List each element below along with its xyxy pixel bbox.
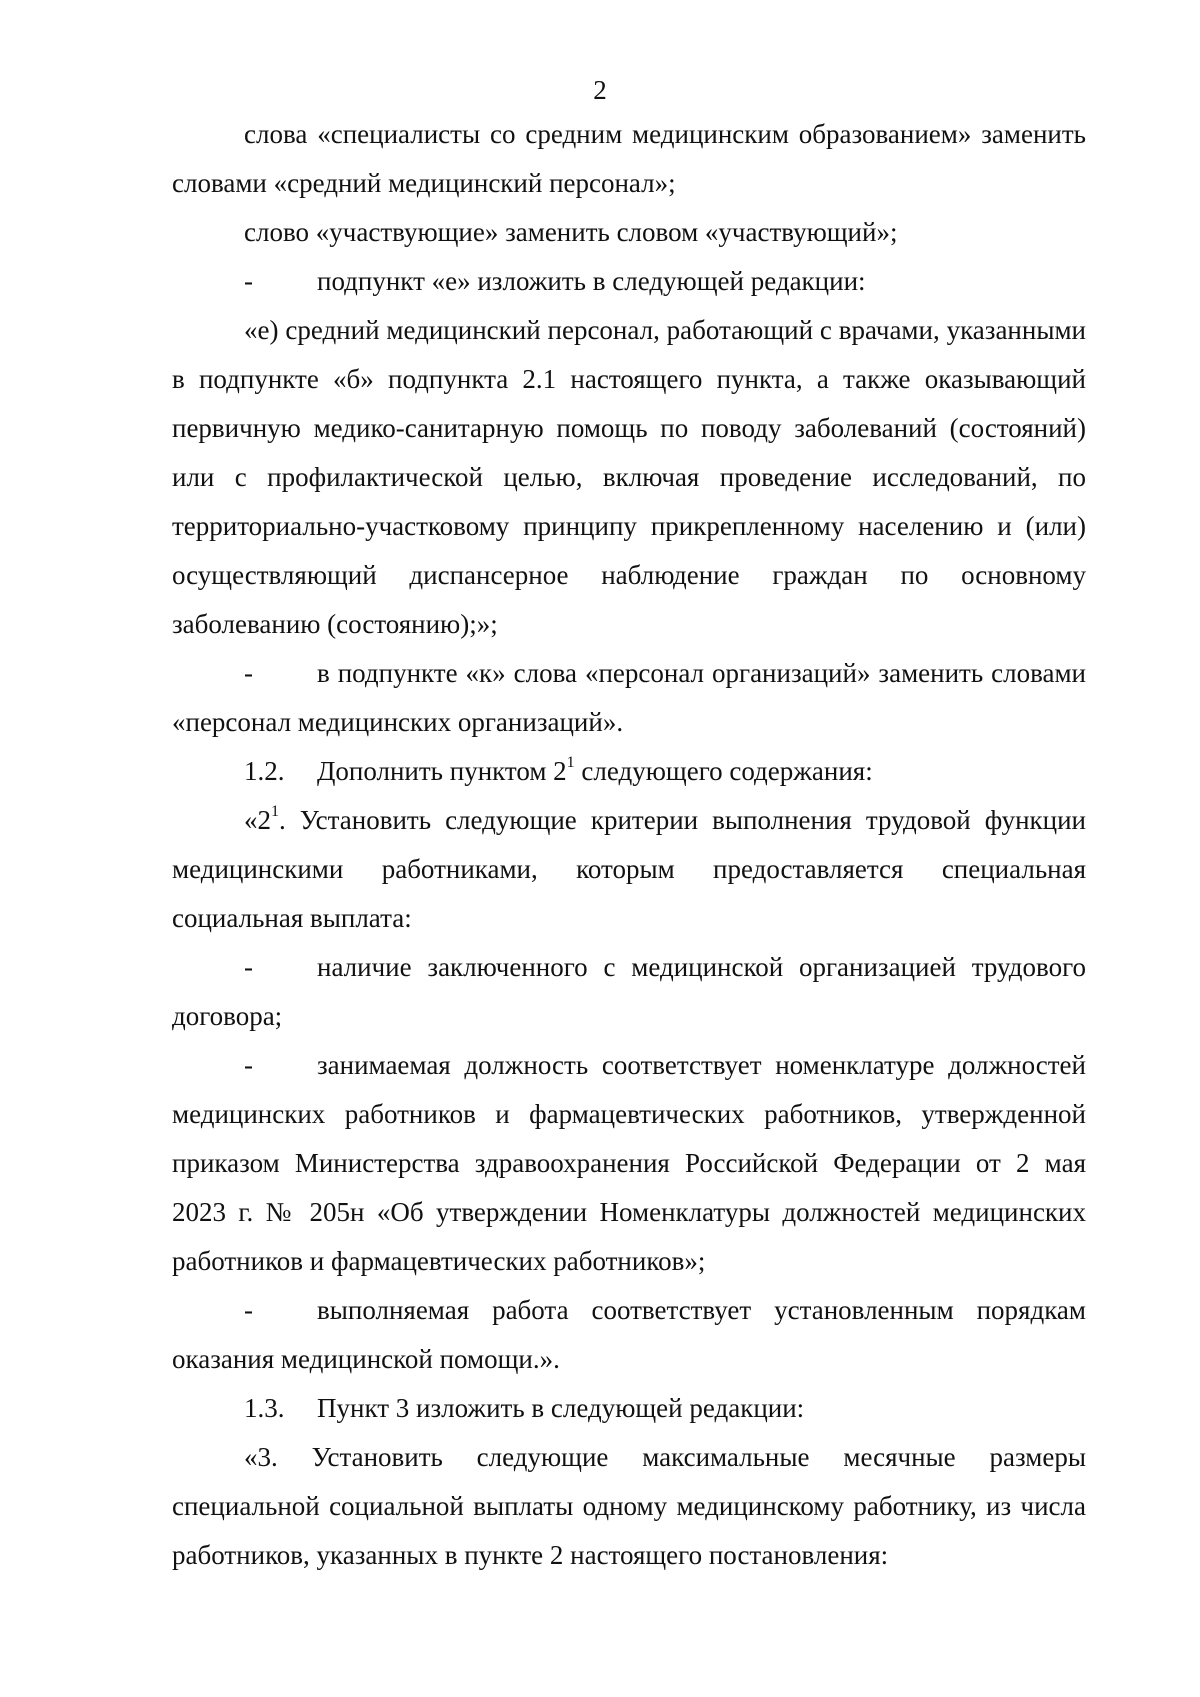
- page-number: 2: [593, 75, 607, 105]
- list-item-text: подпункт «е» изложить в следующей редакции:: [317, 266, 866, 296]
- clause-1-2: [172, 747, 1086, 796]
- list-item-dash-4: [172, 1041, 1086, 1286]
- superscript: 1: [566, 754, 575, 771]
- list-item-dash-5: [172, 1286, 1086, 1384]
- list-item-text: наличие заключенного с медицинской организацией трудового договора;: [172, 952, 1086, 1031]
- list-item-dash-1: [172, 257, 1086, 306]
- list-item-text: занимаемая должность соответствует номенклатуре должностей медицинских работников и фармацевтических работников, утвержденной приказом Министерства здравоохранения Российской Федерации от 2 мая 2023 г. № 205н «Об утверждении Номенклатуры должностей медицинских работников и фармацевтических работников»;: [172, 1050, 1086, 1276]
- dash-marker: -: [244, 658, 253, 688]
- list-item-dash-3: [172, 943, 1086, 1041]
- clause-text: Пункт 3 изложить в следующей редакции:: [317, 1393, 805, 1423]
- dash-marker: -: [244, 1295, 253, 1325]
- dash-marker: -: [244, 1050, 253, 1080]
- list-item-text: выполняемая работа соответствует установленным порядкам оказания медицинской помощи.».: [172, 1295, 1086, 1374]
- paragraph-1: слова «специалисты со средним медицинским образованием» заменить словами «средний медицинский персонал»;: [172, 119, 1086, 198]
- document-body: [172, 110, 1086, 1580]
- dash-marker: -: [244, 952, 253, 982]
- paragraph-subitem-e: «е) средний медицинский персонал, работающий с врачами, указанными в подпункте «б» подпункта 2.1 настоящего пункта, а также оказывающий первичную медико-санитарную помощь по поводу заболеваний (состояний) или с профилактической целью, включая проведение исследований, по территориально-участковому принципу прикрепленному населению и (или) осуществляющий диспансерное наблюдение граждан по основному заболеванию (состоянию);»;: [172, 315, 1086, 639]
- paragraph-2: слово «участвующие» заменить словом «участвующий»;: [244, 217, 898, 247]
- clause-number: 1.2.: [244, 756, 285, 786]
- clause-1-3: [172, 1384, 1086, 1433]
- dash-marker: -: [244, 266, 253, 296]
- list-item-dash-2: [172, 649, 1086, 747]
- paragraph-text-a: «2: [244, 805, 271, 835]
- clause-number: 1.3.: [244, 1393, 285, 1423]
- clause-text-b: следующего содержания:: [574, 756, 873, 786]
- paragraph-3: «3. Установить следующие максимальные месячные размеры специальной социальной выплаты одному медицинскому работнику, из числа работников, указанных в пункте 2 настоящего постановления:: [172, 1442, 1086, 1570]
- paragraph-2-1: [172, 796, 1086, 943]
- clause-text-a: Дополнить пунктом 2: [317, 756, 567, 786]
- superscript: 1: [271, 803, 279, 820]
- list-item-text: в подпункте «к» слова «персонал организаций» заменить словами «персонал медицинских организаций».: [172, 658, 1086, 737]
- paragraph-text-b: . Установить следующие критерии выполнения трудовой функции медицинскими работниками, которым предоставляется специальная социальная выплата:: [172, 805, 1086, 933]
